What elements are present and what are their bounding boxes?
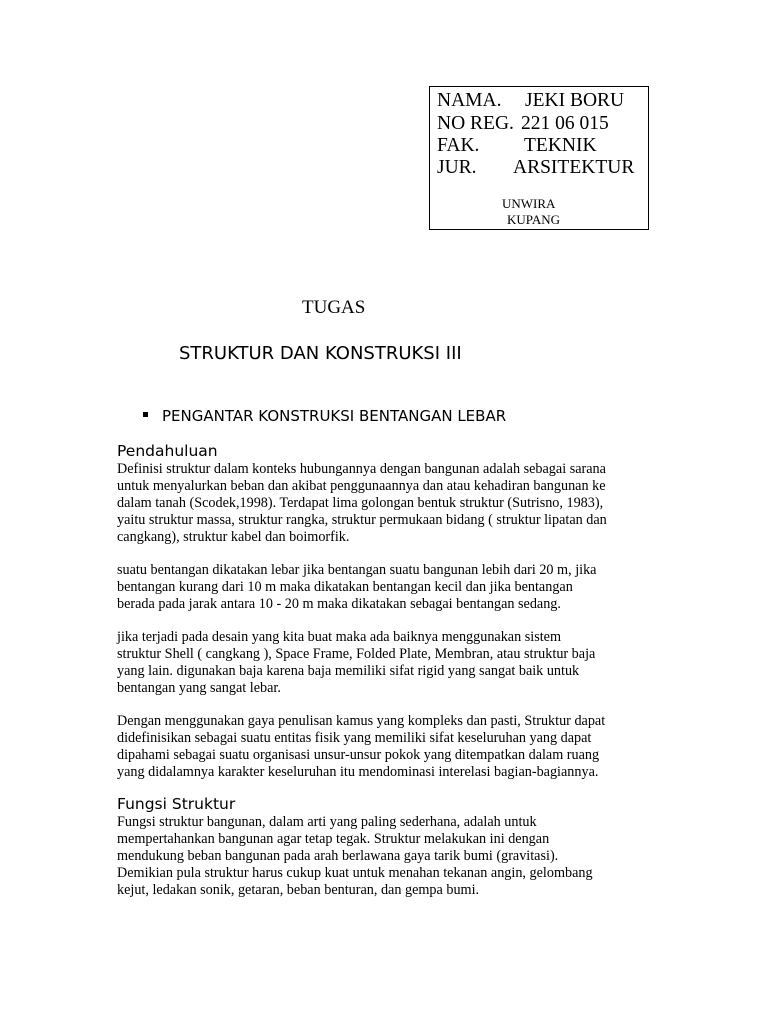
paragraph-fungsi: [117, 814, 657, 899]
faculty-line: [437, 135, 597, 157]
text-line: yaitu struktur massa, struktur rangka, struktur permukaan bidang ( struktur lipatan dan: [117, 512, 607, 528]
faculty-value: TEKNIK: [524, 135, 597, 156]
reg-label: NO REG.: [437, 113, 514, 134]
department-line: [437, 157, 634, 179]
bullet-square-icon: [143, 412, 148, 417]
text-line: suatu bentangan dikatakan lebar jika bentangan suatu bangunan lebih dari 20 m, jika: [117, 562, 597, 578]
section-heading-pendahuluan: Pendahuluan: [117, 442, 218, 460]
text-line: mendukung beban bangunan pada arah berlawana gaya tarik bumi (gravitasi).: [117, 848, 559, 864]
text-line: kejut, ledakan sonik, getaran, beban benturan, dan gempa bumi.: [117, 882, 480, 898]
text-line: mempertahankan bangunan agar tetap tegak. Struktur melakukan ini dengan: [117, 831, 550, 847]
text-line: bentangan yang sangat lebar.: [117, 680, 281, 696]
paragraph-sistem-struktur: [117, 629, 657, 697]
assignment-label: TUGAS: [302, 297, 366, 318]
text-line: Demikian pula struktur harus cukup kuat untuk menahan tekanan angin, gelombang: [117, 865, 593, 881]
name-label: NAMA.: [437, 90, 502, 111]
paragraph-definisi-kamus: [117, 713, 657, 781]
university-city: KUPANG: [507, 212, 560, 227]
university-name: UNWIRA: [502, 196, 556, 211]
text-line: Definisi struktur dalam konteks hubungannya dengan bangunan adalah sebagai sarana: [117, 461, 606, 477]
identity-box: [429, 86, 649, 230]
name-line: [437, 90, 624, 112]
text-line: dipahami sebagai suatu organisasi unsur-unsur pokok yang ditempatkan dalam ruang: [117, 747, 600, 763]
text-line: Fungsi struktur bangunan, dalam arti yang paling sederhana, adalah untuk: [117, 814, 537, 830]
text-line: untuk menyalurkan beban dan akibat penggunaannya dan atau kehadiran bangunan ke: [117, 478, 606, 494]
text-line: yang didalamnya karakter keseluruhan itu mendominasi interelasi bagian-bagiannya.: [117, 764, 599, 780]
reg-value: 221 06 015: [521, 113, 609, 134]
text-line: bentangan kurang dari 10 m maka dikatakan bentangan kecil dan jika bentangan: [117, 579, 573, 595]
course-title: STRUKTUR DAN KONSTRUKSI III: [179, 343, 462, 364]
name-value: JEKI BORU: [525, 90, 625, 111]
section-heading-fungsi-struktur: Fungsi Struktur: [117, 795, 236, 813]
department-value: ARSITEKTUR: [513, 157, 635, 178]
text-line: struktur Shell ( cangkang ), Space Frame, Folded Plate, Membran, atau struktur baja: [117, 646, 596, 662]
bullet-item: [143, 407, 506, 425]
bullet-text: PENGANTAR KONSTRUKSI BENTANGAN LEBAR: [162, 407, 507, 425]
text-line: yang lain. digunakan baja karena baja memiliki sifat rigid yang sangat baik untuk: [117, 663, 580, 679]
text-line: cangkang), struktur kabel dan boimorfik.: [117, 529, 350, 545]
paragraph-definisi: [117, 461, 657, 546]
reg-line: [437, 113, 609, 135]
text-line: berada pada jarak antara 10 - 20 m maka dikatakan sebagai bentangan sedang.: [117, 596, 561, 612]
text-line: didefinisikan sebagai suatu entitas fisik yang memiliki sifat keseluruhan yang dapat: [117, 730, 592, 746]
department-label: JUR.: [437, 157, 477, 178]
faculty-label: FAK.: [437, 135, 480, 156]
text-line: dalam tanah (Scodek,1998). Terdapat lima golongan bentuk struktur (Sutrisno, 1983),: [117, 495, 604, 511]
paragraph-bentangan: [117, 562, 657, 613]
text-line: Dengan menggunakan gaya penulisan kamus yang kompleks dan pasti, Struktur dapat: [117, 713, 606, 729]
text-line: jika terjadi pada desain yang kita buat maka ada baiknya menggunakan sistem: [117, 629, 561, 645]
